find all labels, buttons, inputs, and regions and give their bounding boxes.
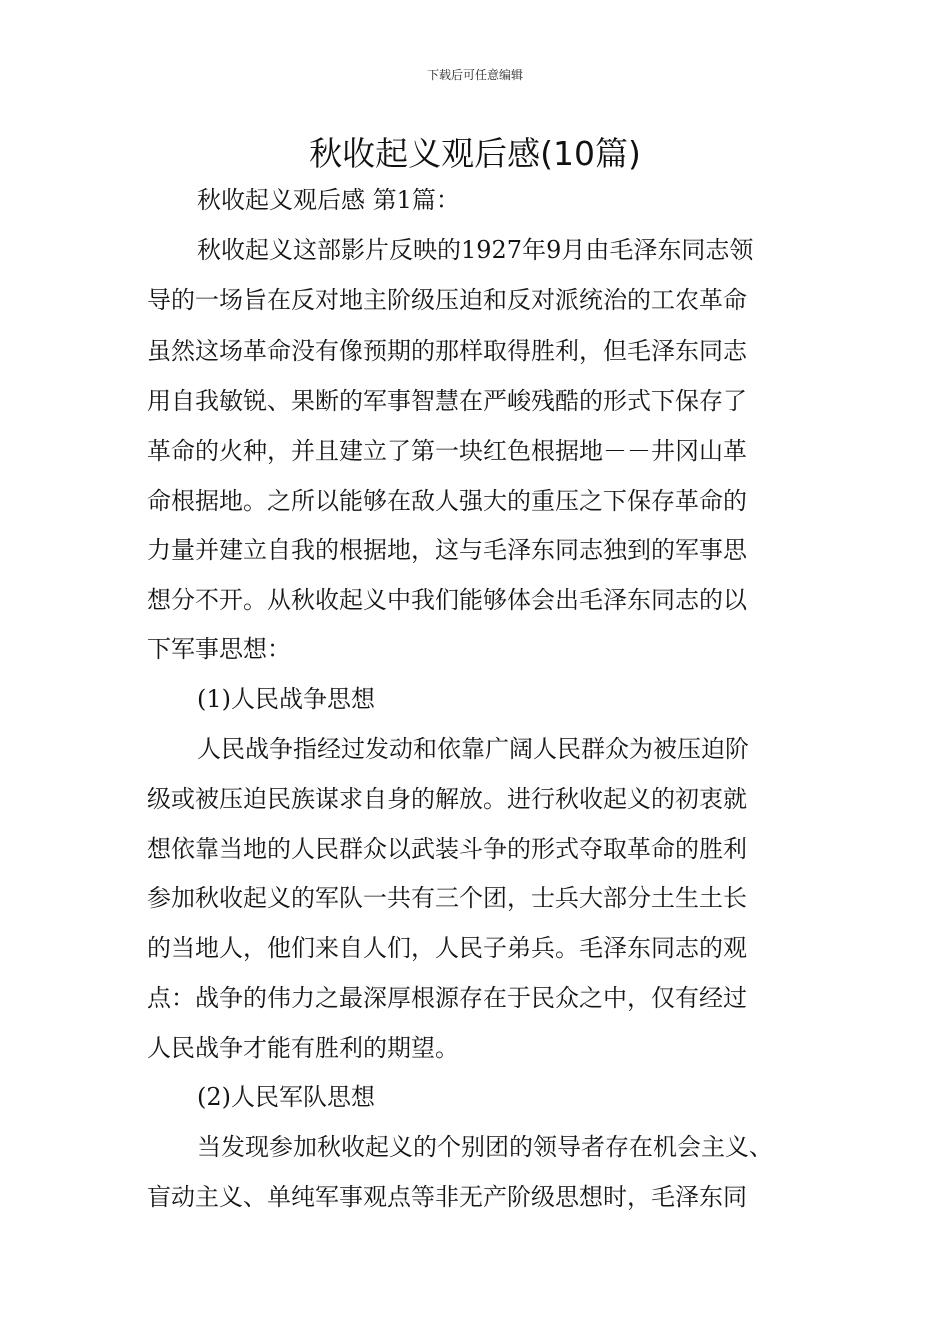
paragraph-line: 的当地人，他们来自人们，人民子弟兵。毛泽东同志的观 <box>147 934 747 962</box>
paragraph-line: 虽然这场革命没有像预期的那样取得胜利，但毛泽东同志 <box>147 337 747 365</box>
section-heading: 秋收起义观后感 第1篇： <box>197 186 460 214</box>
paragraph-line: 当发现参加秋收起义的个别团的领导者存在机会主义、 <box>197 1133 773 1161</box>
paragraph-line: 想依靠当地的人民群众以武装斗争的形式夺取革命的胜利 <box>147 835 747 863</box>
paragraph-line: 用自我敏锐、果断的军事智慧在严峻残酷的形式下保存了 <box>147 387 747 415</box>
paragraph-line: 导的一场旨在反对地主阶级压迫和反对派统治的工农革命 <box>147 286 747 314</box>
paragraph-line: 力量并建立自我的根据地，这与毛泽东同志独到的军事思 <box>147 536 747 564</box>
header-note: 下载后可任意编辑 <box>426 68 523 82</box>
paragraph-line: 级或被压迫民族谋求自身的解放。进行秋收起义的初衷就 <box>147 785 747 813</box>
subheading: (2)人民军队思想 <box>197 1083 375 1111</box>
subheading: (1)人民战争思想 <box>197 685 375 713</box>
paragraph-line: 人民战争指经过发动和依靠广阔人民群众为被压迫阶 <box>197 735 749 763</box>
paragraph-line: 参加秋收起义的军队一共有三个团，士兵大部分土生土长 <box>147 884 747 912</box>
paragraph-line: 人民战争才能有胜利的期望。 <box>147 1034 459 1062</box>
document-title: 秋收起义观后感(10篇) <box>309 134 641 173</box>
paragraph-line: 下军事思想： <box>147 635 291 663</box>
paragraph-line: 革命的火种，并且建立了第一块红色根据地－－井冈山革 <box>147 437 747 465</box>
paragraph-line: 盲动主义、单纯军事观点等非无产阶级思想时，毛泽东同 <box>147 1183 747 1211</box>
paragraph-line: 点：战争的伟力之最深厚根源存在于民众之中，仅有经过 <box>147 984 747 1012</box>
paragraph-line: 想分不开。从秋收起义中我们能够体会出毛泽东同志的以 <box>147 586 747 614</box>
paragraph-line: 秋收起义这部影片反映的1927年9月由毛泽东同志领 <box>197 236 754 264</box>
paragraph-line: 命根据地。之所以能够在敌人强大的重压之下保存革命的 <box>147 487 747 515</box>
